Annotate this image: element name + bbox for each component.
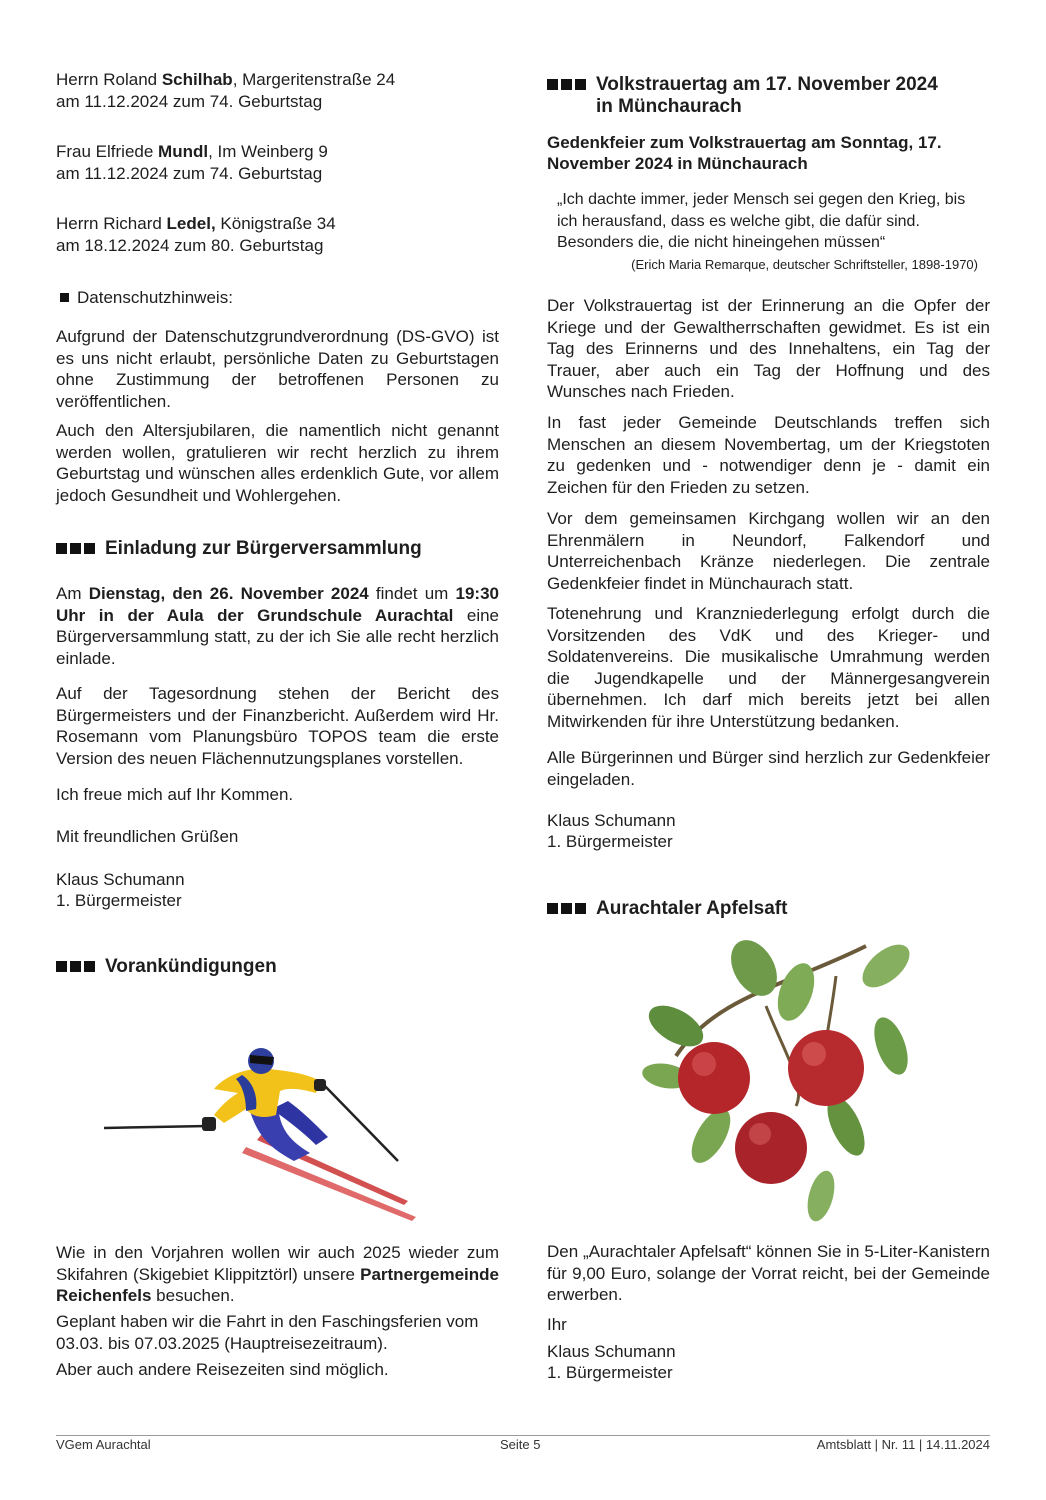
footer-publisher: VGem Aurachtal: [56, 1437, 151, 1452]
footer-page-number: Seite 5: [500, 1437, 541, 1452]
birthday-entry: [56, 69, 499, 112]
memorial-quote: „Ich dachte immer, jeder Mensch sei gegen den Krieg, bis ich herausfand, dass es welche gibt, die dafür sind. Besonders die, die nicht hineingehen müssen“: [557, 191, 966, 251]
memorial-subheading: Gedenkfeier zum Volkstrauertag am Sonntag, 17. November 2024 in Münchaurach: [547, 133, 942, 173]
signer-title: 1. Bürgermeister: [547, 832, 673, 851]
memorial-paragraph: In fast jeder Gemeinde Deutschlands treffen sich Menschen an diesem Novembertag, um der Kriegstoten zu gedenken und - notwendiger denn je - damit ein Zeichen für den Frieden zu setzen.: [547, 413, 990, 497]
assembly-heading: [56, 538, 499, 560]
signer-title: 1. Bürgermeister: [56, 891, 182, 910]
preview-heading: [56, 956, 499, 978]
memorial-paragraph: Vor dem gemeinsamen Kirchgang wollen wir an den Ehrenmälern in Neundorf, Falkendorf und Unterreichenbach Kränze niederlegen. Die zentrale Gedenkfeier findet in Münchaurach statt.: [547, 509, 990, 593]
footer-issue: Amtsblatt | Nr. 11 | 14.11.2024: [816, 1437, 990, 1452]
birthday-salutation: Frau Elfriede: [56, 142, 159, 161]
juice-heading: [547, 898, 990, 920]
privacy-label-text: Datenschutzhinweis:: [77, 288, 233, 307]
privacy-label: [56, 287, 499, 309]
heading-squares-icon: [547, 79, 586, 118]
birthday-address: , Margeritenstraße 24: [232, 70, 396, 89]
signer-name: Klaus Schumann: [56, 870, 185, 889]
text-run: Wie in den Vorjahren wollen wir auch 2025 wieder zum Skifahren (Skigebiet Klippitztörl) unsere: [56, 1243, 499, 1284]
heading-squares-icon: [56, 543, 95, 560]
preview-heading-text: Vorankündigungen: [105, 956, 277, 977]
heading-squares-icon: [56, 961, 95, 978]
birthday-entry: [56, 141, 499, 184]
text-run: Am: [56, 584, 89, 603]
quote-source: (Erich Maria Remarque, deutscher Schriftsteller, 1898-1970): [631, 257, 978, 272]
juice-heading-text: Aurachtaler Apfelsaft: [596, 898, 788, 919]
preview-paragraph: [56, 1242, 499, 1307]
footer-divider: [56, 1435, 990, 1436]
signer-name: Klaus Schumann: [547, 811, 676, 830]
closing-greeting: Mit freundlichen Grüßen: [56, 827, 239, 846]
birthday-surname: Ledel,: [166, 214, 216, 233]
birthday-date: am 18.12.2024 zum 80. Geburtstag: [56, 235, 324, 255]
memorial-paragraph: Totenehrung und Kranzniederlegung erfolgt durch die Vorsitzenden des VdK und des Krieger- und Soldatenvereins. Die musikalische Umrahmung werden die Jugendkapelle und der Männergesangverein übernehmen. Ich darf mich bereits jetzt bei allen Mitwirkenden für ihre Unterstützung bedanken.: [547, 604, 990, 731]
heading-line: in Münchaurach: [596, 96, 742, 117]
text-run-bold: Dienstag, den 26. November 2024: [88, 584, 369, 603]
juice-paragraph: Den „Aurachtaler Apfelsaft“ können Sie in 5-Liter-Kanistern für 9,00 Euro, solange der Vorrat reicht, bei der Gemeinde erwerben.: [547, 1242, 990, 1304]
assembly-heading-text: Einladung zur Bürgerversammlung: [105, 538, 422, 559]
closing-greeting: Ihr: [547, 1315, 567, 1334]
skier-illustration: [96, 1035, 426, 1225]
assembly-paragraph: [56, 583, 499, 669]
birthday-salutation: Herrn Richard: [56, 214, 167, 233]
preview-paragraph: Aber auch andere Reisezeiten sind möglich.: [56, 1360, 389, 1379]
heading-line: Volkstrauertag am 17. November 2024: [596, 74, 938, 95]
birthday-salutation: Herrn Roland: [56, 70, 162, 89]
signer-title: 1. Bürgermeister: [547, 1363, 673, 1382]
text-run: findet um: [368, 584, 456, 603]
text-run-bold: Partnergemeinde Reichenfels: [56, 1264, 499, 1305]
signer-name: Klaus Schumann: [547, 1342, 676, 1361]
memorial-paragraph: Alle Bürgerinnen und Bürger sind herzlich zur Gedenkfeier eingeladen.: [547, 748, 990, 789]
preview-paragraph: Geplant haben wir die Fahrt in den Faschingsferien vom 03.03. bis 07.03.2025 (Hauptreisezeitraum).: [56, 1312, 479, 1353]
assembly-paragraph: Ich freue mich auf Ihr Kommen.: [56, 785, 294, 804]
birthday-date: am 11.12.2024 zum 74. Geburtstag: [56, 163, 323, 183]
birthday-surname: Schilhab: [161, 70, 233, 89]
privacy-paragraph: Auch den Altersjubilaren, die namentlich nicht genannt werden wollen, gratulieren wir recht herzlich zu ihrem Geburtstag und wünschen alles erdenklich Gute, vor allem jedoch Gesundheit und Wohlergehen.: [56, 421, 499, 505]
birthday-surname: Mundl: [158, 142, 209, 161]
text-run: besuchen.: [151, 1286, 235, 1305]
heading-squares-icon: [547, 903, 586, 920]
birthday-entry: [56, 213, 499, 256]
memorial-heading: [547, 74, 990, 118]
assembly-paragraph: Auf der Tagesordnung stehen der Bericht des Bürgermeisters und der Finanzbericht. Außerdem wird Hr. Rosemann vom Planungsbüro TOPOS team die erste Version des neuen Flächennutzungsplanes vorstellen.: [56, 684, 499, 768]
text-run-bold: 19:30 Uhr in der Aula der Grundschule Aurachtal: [56, 584, 499, 625]
memorial-heading-text: [596, 74, 938, 118]
memorial-paragraph: Der Volkstrauertag ist der Erinnerung an die Opfer der Kriege und der Gewaltherrschaften gewidmet. Es ist ein Tag des Erinnerns und des Innehaltens, ein Tag der Trauer, aber auch ein Tag der Hoffnung und des Wunsches nach Frieden.: [547, 296, 990, 401]
privacy-paragraph: Aufgrund der Datenschutzgrundverordnung (DS-GVO) ist es uns nicht erlaubt, persönliche Daten zu Geburtstagen ohne Zustimmung der betroffenen Personen zu veröffentlichen.: [56, 327, 499, 411]
bullet-square-icon: [60, 293, 69, 302]
birthday-address: Königstraße 34: [215, 214, 336, 233]
text-run: eine Bürgerversammlung statt, zu der ich Sie alle recht herzlich einlade.: [56, 605, 499, 668]
apple-illustration: [636, 936, 926, 1226]
birthday-address: , Im Weinberg 9: [208, 142, 328, 161]
birthday-date: am 11.12.2024 zum 74. Geburtstag: [56, 91, 323, 111]
